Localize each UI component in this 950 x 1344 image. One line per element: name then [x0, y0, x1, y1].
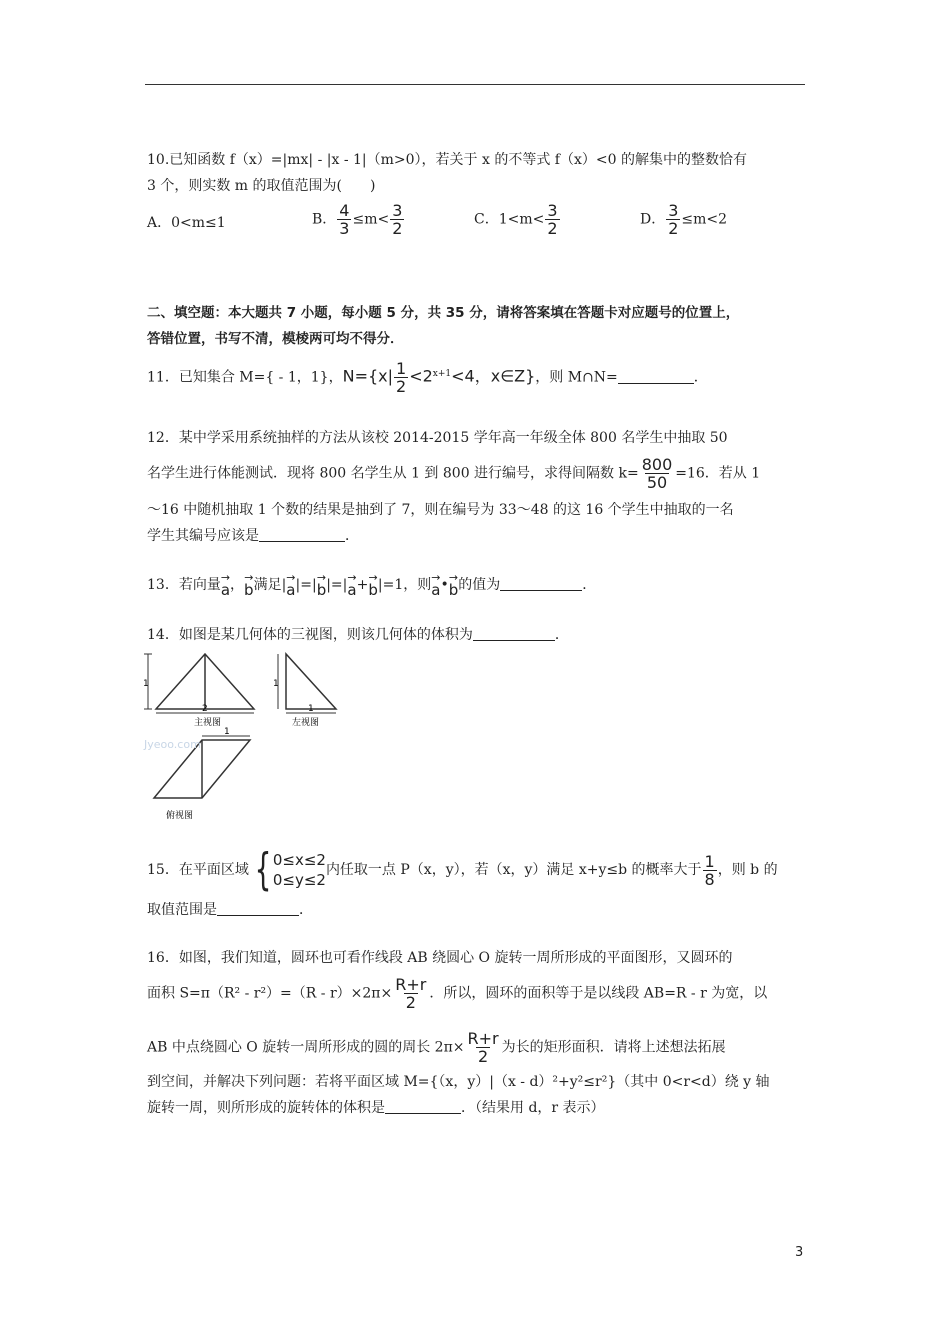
q15-answer-blank [217, 901, 299, 916]
q12-line2: 名学生进行体能测试．现将 800 名学生从 1 到 800 进行编号，求得间隔数 k= $\frac{800}{50}$ =16．若从 1 [147, 455, 761, 492]
q10-option-c: C．1<m< $\frac{3}{2}$ [474, 201, 558, 238]
q12-line3: ～16 中随机抽取 1 个数的结果是抽到了 7，则在编号为 33～48 的这 16 个学生中抽取的一名 [147, 502, 734, 518]
front-height-label: 1 [143, 679, 149, 689]
q16-line5: 旋转一周，则所形成的旋转体的体积是 ．（结果用 d，r 表示） [147, 1100, 605, 1116]
q12-line1: 12．某中学采用系统抽样的方法从该校 2014-2015 学年高一年级全体 800 名学生中抽取 50 [147, 430, 728, 446]
q16-line2: 面积 S=π（R² - r²）=（R - r）×2π× $\frac{R+r}{2}$ ．所以，圆环的面积等于是以线段 AB=R - r 为宽，以 [147, 975, 768, 1012]
watermark: Jyeoo.com [144, 738, 201, 751]
q13: 13．若向量 → a ， → b 满足| → a |=| → b |=| → a + → b |=1，则 → a • → b 的值为 ． [147, 571, 597, 599]
q10-option-b: B． $\frac{4}{3}$ ≤m< $\frac{3}{2}$ [312, 201, 403, 238]
q10-option-d: D． $\frac{3}{2}$ ≤m<2 [640, 201, 728, 238]
side-height-label: 1 [273, 679, 279, 689]
section2-heading-line1: 二、填空题：本大题共 7 小题，每小题 5 分，共 35 分，请将答案填在答题卡对应题号的位置上， [147, 305, 740, 321]
page-number: 3 [795, 1245, 804, 1260]
q11: 11．已知集合 M={ - 1，1}，N={x| $\frac{1}{2}$ $<2^{x+1}<4$，x∈Z}，则 M∩N= ． [147, 359, 708, 396]
top-width-label: 1 [224, 727, 230, 737]
header-rule [145, 84, 805, 85]
section2-heading-line2: 答错位置，书写不清，模棱两可均不得分． [147, 331, 404, 347]
q13-answer-blank [500, 576, 582, 591]
q15-line2: 取值范围是 ． [147, 902, 313, 918]
q16-line4: 到空间，并解决下列问题：若将平面区域 M={（x，y）|（x - d）²+y²≤r²}（其中 0<r<d）绕 y 轴 [147, 1074, 770, 1090]
side-view-label: 左视图 [292, 718, 320, 728]
q12-answer-blank [259, 527, 345, 542]
side-width-label: 1 [308, 704, 314, 714]
q10-option-a: A．0<m≤1 [147, 215, 226, 231]
q10-line2: 3 个，则实数 m 的取值范围为( ) [147, 178, 376, 194]
q14-answer-blank [473, 626, 555, 641]
three-view-figure [142, 646, 362, 824]
q12-line4: 学生其编号应该是 ． [147, 528, 359, 544]
q16-answer-blank [385, 1099, 461, 1114]
side-view-triangle [286, 654, 336, 709]
q14: 14．如图是某几何体的三视图，则该几何体的体积为 ． [147, 627, 569, 643]
q15-line1: 15．在平面区域 { 0≤x≤2 0≤y≤2 内任取一点 P（x，y），若（x，y）满足 x+y≤b 的概率大于 $\frac{1}{8}$ ，则 b 的 [147, 844, 778, 895]
front-view-label: 主视图 [194, 718, 222, 728]
q16-line3: AB 中点绕圆心 O 旋转一周所形成的圆的周长 2π× $\frac{R+r}{2}$ 为长的矩形面积．请将上述想法拓展 [147, 1029, 726, 1066]
vector-a: → a [220, 571, 231, 599]
front-width-label: 2 [202, 704, 208, 714]
q16-line1: 16．如图，我们知道，圆环也可看作线段 AB 绕圆心 O 旋转一周所形成的平面图形，又圆环的 [147, 950, 733, 966]
inequality-system: { 0≤x≤2 0≤y≤2 [254, 844, 326, 895]
vector-b: → b [244, 571, 254, 599]
top-view-label: 俯视图 [166, 811, 194, 821]
q11-answer-blank [618, 369, 694, 384]
q10-line1: 10.已知函数 f（x）=|mx| - |x - 1|（m>0），若关于 x 的不等式 f（x）<0 的解集中的整数恰有 [147, 152, 747, 168]
